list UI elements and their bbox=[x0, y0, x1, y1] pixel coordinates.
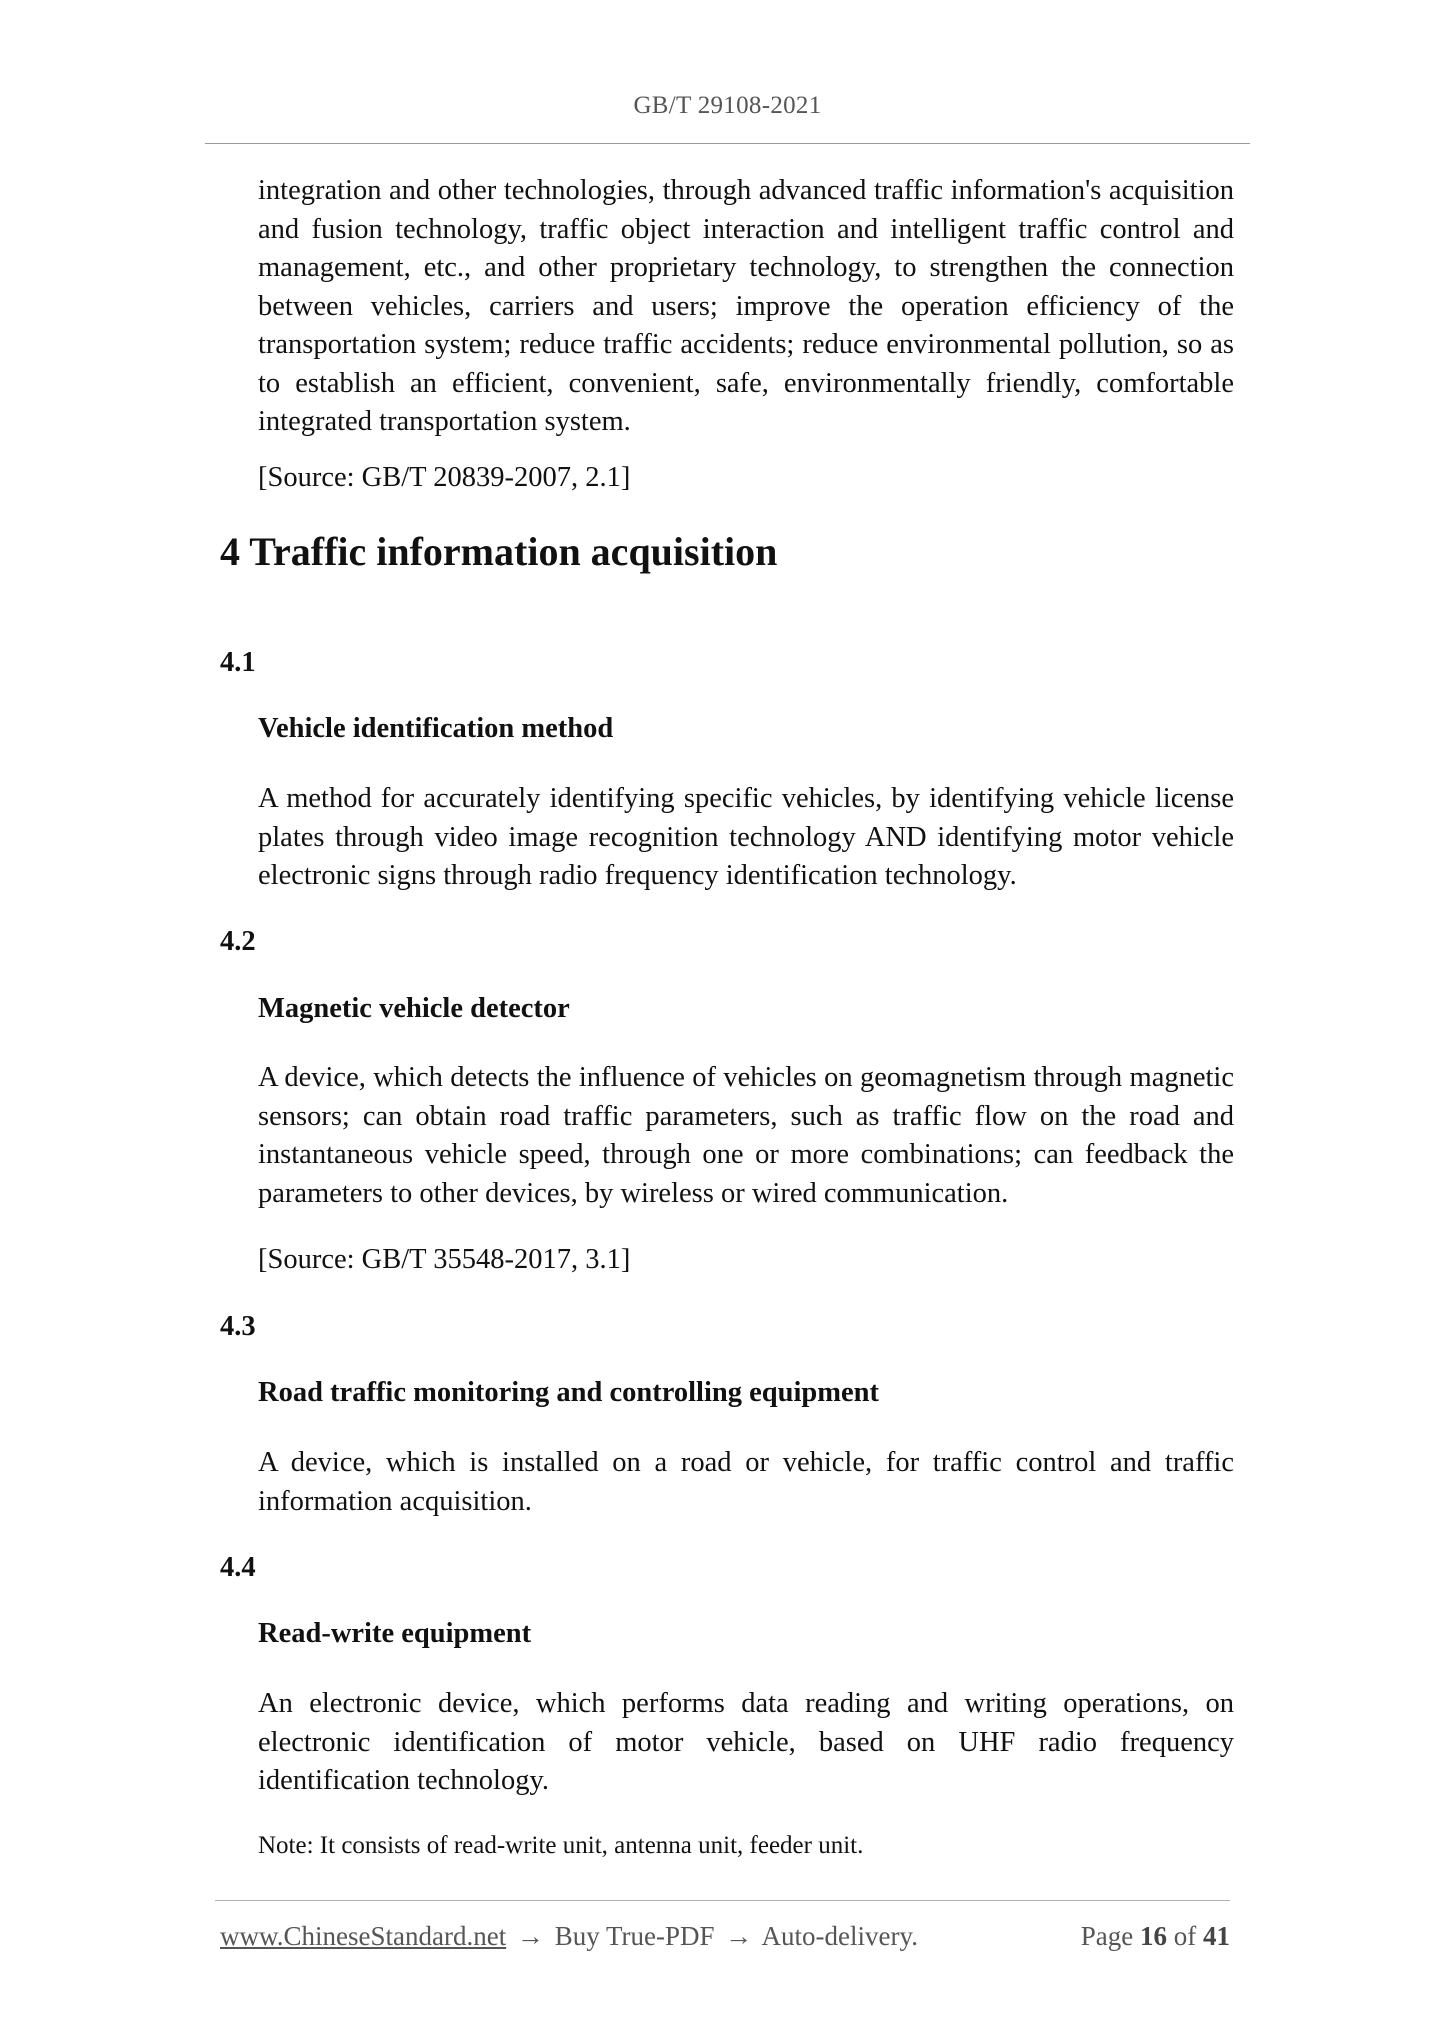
entry-term: Read-write equipment bbox=[258, 1618, 532, 1649]
buy-true-pdf-text: Buy True-PDF bbox=[554, 1921, 715, 1951]
intro-source: [Source: GB/T 20839-2007, 2.1] bbox=[258, 462, 631, 493]
entry-note: Note: It consists of read-write unit, antenna unit, feeder unit. bbox=[258, 1832, 864, 1859]
entry-term: Vehicle identification method bbox=[258, 713, 614, 744]
page-label: Page bbox=[1080, 1921, 1134, 1951]
arrow-right-icon: → bbox=[725, 1921, 753, 1951]
entry-definition: A device, which detects the influence of vehicles on geomagnetism through magnetic sensors; can obtain road traffic parameters, such as traffic flow on the road and instantaneous vehicle speed, through one or more combinations; can feedback the parameters to other devices, by wireless or wired communication. bbox=[258, 1062, 1234, 1209]
page-current: 16 bbox=[1140, 1921, 1167, 1951]
page-total: 41 bbox=[1203, 1921, 1230, 1951]
entry-number: 4.4 bbox=[220, 1552, 256, 1583]
page-footer bbox=[220, 1921, 1230, 1961]
entry-definition: An electronic device, which performs data reading and writing operations, on electronic identification of motor vehicle, based on UHF radio frequency identification technology. bbox=[258, 1688, 1234, 1796]
entry-definition: A method for accurately identifying specific vehicles, by identifying vehicle license plates through video image recognition technology AND identifying motor vehicle electronic signs through radio frequency identification technology. bbox=[258, 783, 1234, 891]
entry-number: 4.2 bbox=[220, 926, 256, 957]
footer-promo bbox=[220, 1921, 918, 1952]
footer-divider bbox=[215, 1900, 1230, 1901]
entry-number: 4.1 bbox=[220, 647, 256, 678]
header-divider bbox=[205, 143, 1250, 144]
entry-source: [Source: GB/T 35548-2017, 3.1] bbox=[258, 1244, 631, 1275]
document-id-header: GB/T 29108-2021 bbox=[633, 92, 822, 119]
entry-number: 4.3 bbox=[220, 1311, 256, 1342]
intro-paragraph: integration and other technologies, through advanced traffic information's acquisition and fusion technology, traffic object interaction and intelligent traffic control and management, etc., and other proprietary technology, to strengthen the connection between vehicles, carriers and users; improve the operation efficiency of the transportation system; reduce traffic accidents; reduce environmental pollution, so as to establish an efficient, convenient, safe, environmentally friendly, comfortable integrated transportation system. bbox=[258, 175, 1234, 437]
page-number bbox=[1081, 1921, 1230, 1952]
entry-term: Magnetic vehicle detector bbox=[258, 993, 570, 1024]
auto-delivery-text: Auto-delivery. bbox=[761, 1921, 918, 1951]
entry-definition: A device, which is installed on a road or vehicle, for traffic control and traffic information acquisition. bbox=[258, 1447, 1234, 1517]
entry-term: Road traffic monitoring and controlling equipment bbox=[258, 1377, 879, 1408]
arrow-right-icon: → bbox=[516, 1921, 544, 1951]
of-label: of bbox=[1173, 1921, 1197, 1951]
site-link[interactable]: www.ChineseStandard.net bbox=[220, 1921, 507, 1951]
section-title: 4 Traffic information acquisition bbox=[220, 529, 778, 574]
